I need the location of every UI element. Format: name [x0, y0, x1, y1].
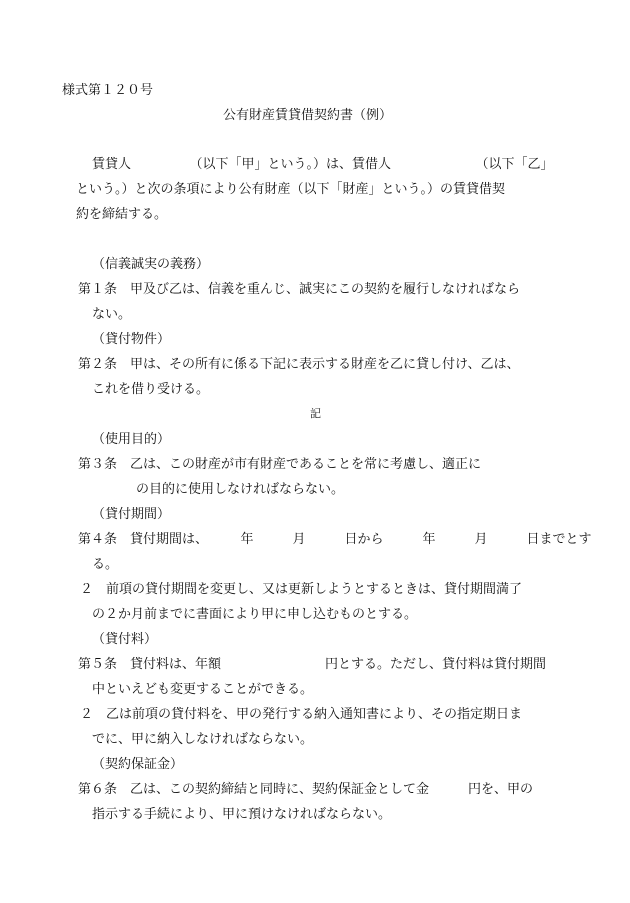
article-text: ２ 前項の貸付期間を変更し、又は更新しようとするときは、貸付期間満了	[80, 582, 523, 597]
article-text: 中といえども変更することができる。	[92, 682, 314, 697]
preamble-line: 約を締結する。	[76, 207, 168, 222]
article-text: 指示する手続により、甲に預けなければならない。	[92, 807, 392, 822]
article-text: 第２条 甲は、その所有に係る下記に表示する財産を乙に貸し付け、乙は、	[78, 357, 520, 372]
article-heading: （貸付料）	[92, 632, 158, 647]
article-text: ２ 乙は前項の貸付料を、甲の発行する納入通知書により、その指定期日ま	[80, 707, 523, 722]
document-title: 公有財産賃貸借契約書（例）	[223, 108, 393, 123]
article-text: る。	[92, 557, 119, 572]
article-heading: （契約保証金）	[92, 757, 184, 772]
article-text: 第５条 貸付料は、年額 円とする。ただし、貸付料は貸付期間	[78, 657, 547, 672]
article-heading: （使用目的）	[92, 432, 171, 447]
article-text: 第１条 甲及び乙は、信義を重んじ、誠実にこの契約を履行しなければなら	[78, 282, 521, 297]
article-text: 第３条 乙は、この財産が市有財産であることを常に考慮し、適正に	[78, 457, 482, 472]
note-mark: 記	[310, 407, 321, 420]
article-text: ない。	[92, 307, 132, 322]
article-text: これを借り受ける。	[92, 382, 210, 397]
article-heading: （信義誠実の義務）	[92, 257, 210, 272]
preamble-line: 賃貸人 （以下「甲」という。）は、賃借人 （以下「乙」	[92, 157, 554, 172]
article-text: 第４条 貸付期間は、 年 月 日から 年 月 日までとす	[78, 532, 592, 547]
article-heading: （貸付物件）	[92, 332, 171, 347]
preamble-line: という。）と次の条項により公有財産（以下「財産」という。）の賃貸借契	[76, 182, 506, 197]
article-heading: （貸付期間）	[92, 507, 171, 522]
article-text: の目的に使用しなければならない。	[136, 482, 345, 497]
article-text: 第６条 乙は、この契約締結と同時に、契約保証金として金 円を、甲の	[78, 782, 534, 797]
form-number: 様式第１２０号	[62, 83, 154, 98]
article-text: でに、甲に納入しなければならない。	[92, 732, 314, 747]
article-text: の２か月前までに書面により甲に申し込むものとする。	[92, 607, 418, 622]
